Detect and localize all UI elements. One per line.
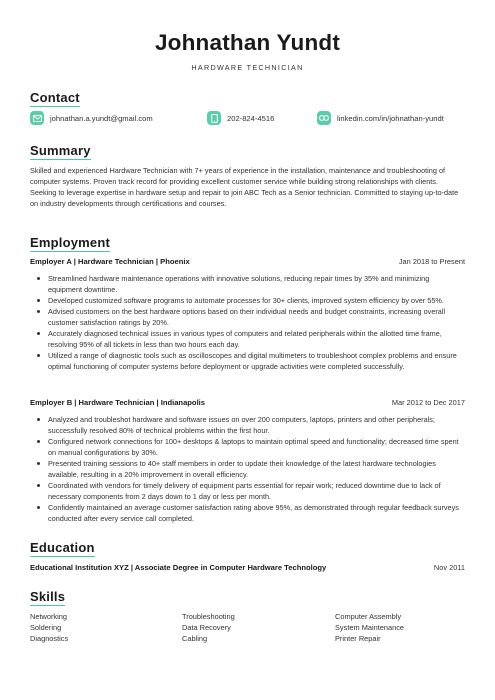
phone-icon [207, 111, 221, 125]
skill-item: Networking [30, 612, 67, 621]
list-item: Configured network connections for 100+ desktops & laptops to maintain optimal speed and functionality; decreased time spent on manual configurations by 30%. [37, 436, 465, 458]
skill-item: Soldering [30, 622, 62, 632]
skill-item: System Maintenance [335, 622, 405, 632]
skill-item: Data Recovery [182, 622, 231, 632]
skill-item: Cabling [182, 633, 208, 643]
job-date: Jan 2018 to Present [398, 257, 465, 266]
job-title: Employer A | Hardware Technician | Phoenix [30, 257, 190, 266]
job-bullets-2 [37, 414, 465, 524]
skills-column-1 [30, 612, 68, 644]
list-item: Coordinated with vendors for timely delivery of equipment parts essential for repair work; reduced downtime due to lack of necessary components from 2 days down to 1 day or less per month. [37, 480, 465, 502]
contact-heading: Contact [30, 90, 80, 105]
list-item: Confidently maintained an average customer satisfaction rating above 95%, as demonstrated through regular feedback surveys conducted after every service call completed. [37, 502, 465, 524]
education-date: Nov 2011 [433, 563, 465, 572]
linkedin-text: linkedin.com/in/johnathan-yundt [337, 113, 444, 123]
skills-column-3 [335, 612, 404, 644]
job-header-2 [30, 398, 465, 409]
education-row [30, 563, 465, 574]
summary-text: Skilled and experienced Hardware Technician with 7+ years of experience in the installation, maintenance and troubleshooting of computer systems. Proven track record for providing excellent customer service while building strong relationships with clients. Seeking to leverage expertise in hardware setup and repair to join ABC Tech as a Senior technician. Committed to staying up-to-date on industry developments through certifications and courses. [30, 166, 459, 209]
job-header-1 [30, 257, 465, 268]
list-item: Accurately diagnosed technical issues in various types of computers and related peripherals within the allotted time frame, resolving 95% of all tickets in less than two hours each day. [37, 328, 465, 350]
phone-text: 202-824-4516 [227, 113, 275, 123]
email-text: johnathan.a.yundt@gmail.com [50, 113, 153, 123]
list-item: Developed customized software programs to automate processes for 30+ clients, improved system efficiency by over 55%. [37, 295, 465, 306]
candidate-title: HARDWARE TECHNICIAN [191, 63, 304, 72]
contact-linkedin[interactable] [317, 111, 444, 125]
skill-item: Troubleshooting [182, 612, 235, 621]
skill-item: Computer Assembly [335, 612, 402, 621]
skills-heading: Skills [30, 589, 66, 604]
skills-column-2 [182, 612, 235, 644]
contact-email[interactable] [30, 111, 153, 125]
education-heading: Education [30, 540, 95, 555]
job-bullets-1 [37, 273, 465, 372]
list-item: Utilized a range of diagnostic tools such as oscilloscopes and digital multimeters to troubleshoot complex problems and ensure optimal functioning of computer systems before deployment or upgrade activities were completed successfully. [37, 350, 465, 372]
skill-item: Diagnostics [30, 633, 69, 643]
mail-icon [30, 111, 44, 125]
summary-heading: Summary [30, 143, 91, 158]
job-date: Mar 2012 to Dec 2017 [391, 398, 465, 407]
skill-item: Printer Repair [335, 633, 381, 643]
employment-heading: Employment [30, 235, 111, 250]
contact-row [30, 111, 470, 125]
candidate-name: Johnathan Yundt [154, 30, 341, 55]
link-icon [317, 111, 331, 125]
list-item: Analyzed and troubleshot hardware and software issues on over 200 computers, laptops, printers and other peripherals; successfully resolved 80% of technical problems within the first hour. [37, 414, 465, 436]
list-item: Streamlined hardware maintenance operations with innovative solutions, reducing repair times by 35% and minimizing equipment downtime. [37, 273, 465, 295]
job-title: Employer B | Hardware Technician | Indianapolis [30, 398, 206, 407]
degree-text: Educational Institution XYZ | Associate Degree in Computer Hardware Technology [30, 563, 327, 572]
contact-phone[interactable] [207, 111, 274, 125]
list-item: Advised customers on the best hardware options based on their individual needs and budget constraints, increasing overall customer satisfaction ratings by 20%. [37, 306, 465, 328]
list-item: Presented training sessions to 40+ staff members in order to update their knowledge of the latest hardware technologies available, resulting in a 20% improvement in overall efficiency. [37, 458, 465, 480]
